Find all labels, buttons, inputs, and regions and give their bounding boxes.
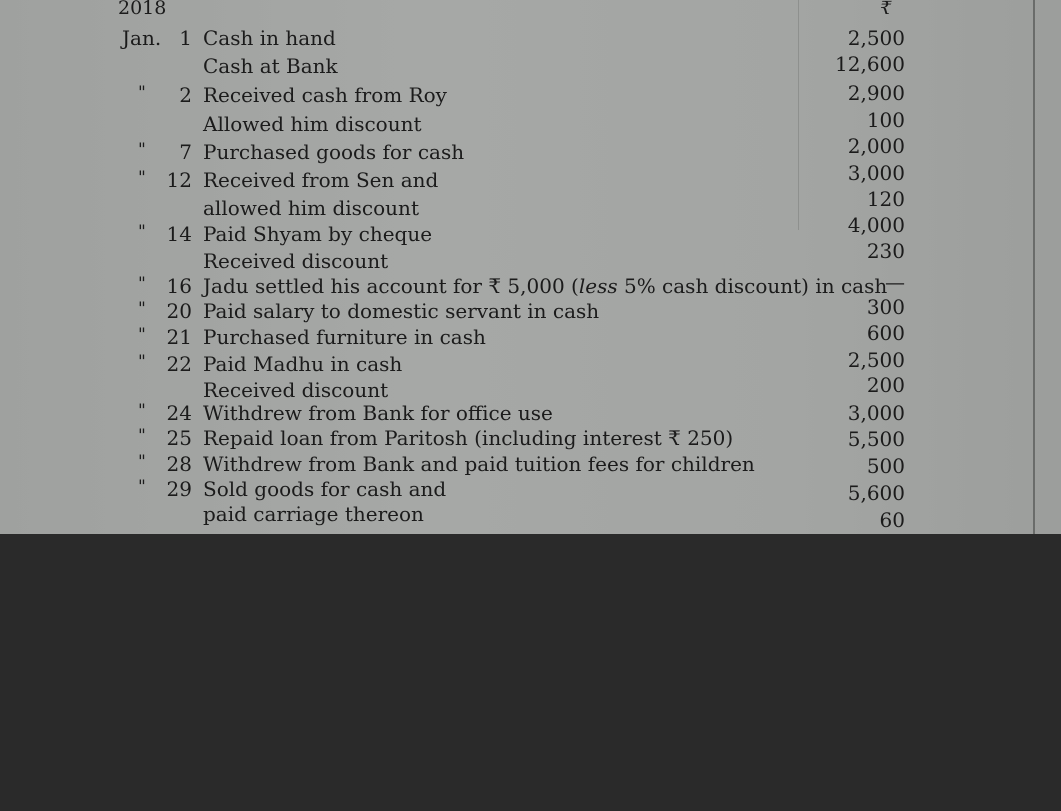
currency-symbol: ₹	[880, 0, 892, 19]
day-number: 21	[166, 325, 192, 349]
entry-amount: 60	[879, 508, 905, 532]
entry-description: Allowed him discount	[203, 112, 422, 136]
day-number: 29	[166, 477, 192, 501]
entry-description: allowed him discount	[203, 196, 419, 220]
ditto-mark: "	[138, 452, 146, 472]
ditto-mark: "	[138, 299, 146, 319]
entry-amount: 5,600	[847, 481, 905, 505]
day-number: 20	[166, 299, 192, 323]
ledger-row	[0, 452, 1061, 478]
ledger-row	[0, 426, 1061, 452]
desc-part: Jadu settled his account for ₹ 5,000 (	[203, 274, 579, 298]
ledger-row	[0, 54, 1061, 80]
entry-amount: 120	[866, 187, 905, 211]
day-number: 14	[166, 222, 192, 246]
entry-description: Received discount	[203, 378, 389, 402]
ledger-row	[0, 502, 1061, 532]
desc-part: 5% cash discount) in cash	[617, 274, 888, 298]
entry-amount: 12,600	[835, 52, 905, 76]
ledger-row	[0, 83, 1061, 109]
year-heading: 2018	[118, 0, 167, 19]
ditto-mark: "	[138, 352, 146, 372]
entry-description: Received discount	[203, 249, 389, 273]
entry-description: Paid salary to domestic servant in cash	[203, 299, 600, 323]
day-number: 28	[166, 452, 192, 476]
day-number: 16	[166, 274, 192, 298]
entry-description: Purchased goods for cash	[203, 140, 465, 164]
entry-amount: 100	[866, 108, 905, 132]
month-label: Jan.	[122, 26, 162, 50]
day-number: 12	[166, 168, 192, 192]
entry-description: paid carriage thereon	[203, 502, 424, 526]
day-number: 2	[179, 83, 192, 107]
ditto-mark: "	[138, 401, 146, 421]
entry-description: Sold goods for cash and	[203, 477, 447, 501]
entry-description: Repaid loan from Paritosh (including interest ₹ 250)	[203, 426, 734, 450]
entry-amount: 230	[866, 239, 905, 263]
entry-amount: 600	[866, 321, 905, 345]
entry-amount: 5,500	[847, 427, 905, 451]
entry-amount: 3,000	[847, 401, 905, 425]
day-number: 7	[179, 140, 192, 164]
ledger-row	[0, 401, 1061, 427]
ledger-row	[0, 477, 1061, 503]
entry-description: Cash in hand	[203, 26, 336, 50]
entry-amount: 500	[866, 454, 905, 478]
entry-amount: 4,000	[847, 213, 905, 237]
entry-amount: 200	[866, 373, 905, 397]
desc-italic-part: less	[578, 274, 618, 298]
ditto-mark: "	[138, 222, 146, 242]
ditto-mark: "	[138, 325, 146, 345]
entry-amount: 2,000	[847, 134, 905, 158]
ditto-mark: "	[138, 274, 146, 294]
entry-amount: —	[885, 270, 905, 294]
entry-description: Purchased furniture in cash	[203, 325, 486, 349]
ditto-mark: "	[138, 477, 146, 497]
entry-description: Withdrew from Bank and paid tuition fees for children	[203, 452, 755, 476]
entry-description: Paid Madhu in cash	[203, 352, 403, 376]
entry-description: Cash at Bank	[203, 54, 338, 78]
entry-amount: 2,500	[847, 348, 905, 372]
entry-amount: 2,500	[847, 26, 905, 50]
day-number: 1	[179, 26, 192, 50]
entry-description: Received cash from Roy	[203, 83, 447, 107]
entry-description: Withdrew from Bank for office use	[203, 401, 553, 425]
entry-amount: 3,000	[847, 161, 905, 185]
entry-description: Paid Shyam by cheque	[203, 222, 433, 246]
day-number: 24	[166, 401, 192, 425]
ditto-mark: "	[138, 83, 146, 103]
entry-description: Received from Sen and	[203, 168, 439, 192]
entry-amount: 2,900	[847, 81, 905, 105]
ditto-mark: "	[138, 168, 146, 188]
ditto-mark: "	[138, 140, 146, 160]
day-number: 25	[166, 426, 192, 450]
ledger-row	[0, 26, 1061, 52]
ditto-mark: "	[138, 426, 146, 446]
entry-description	[203, 274, 887, 298]
entry-amount: 300	[866, 295, 905, 319]
day-number: 22	[166, 352, 192, 376]
